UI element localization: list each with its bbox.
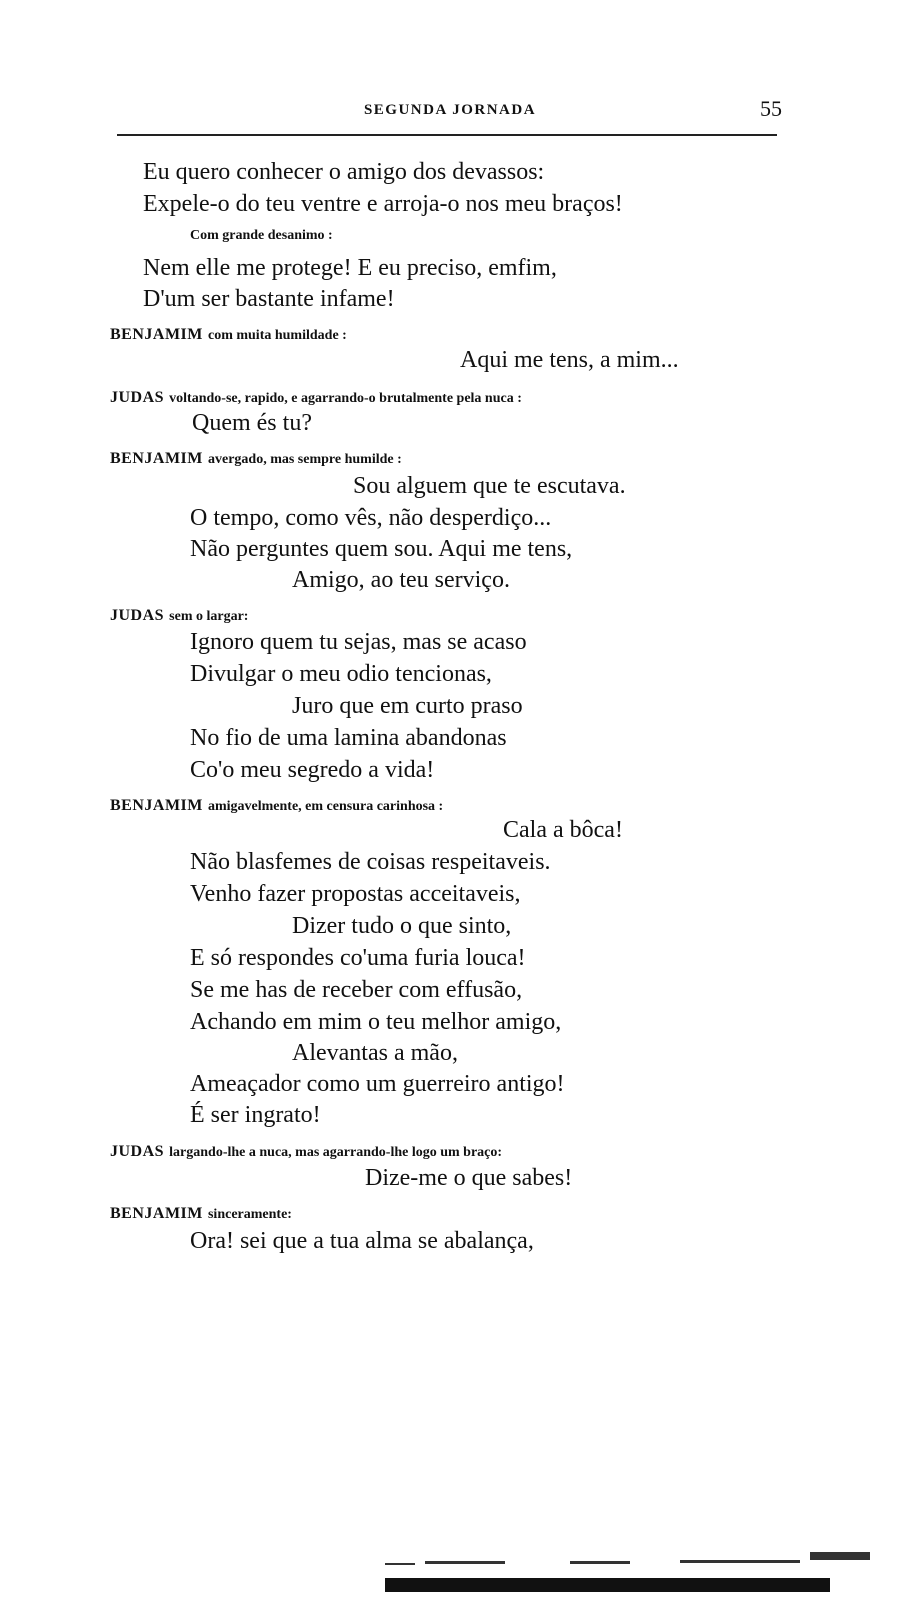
stage-direction: sem o largar:	[169, 609, 249, 624]
verse-line: Juro que em curto praso	[292, 693, 523, 719]
verse-line: No fio de uma lamina abandonas	[190, 725, 507, 751]
verse-line: Dize-me o que sabes!	[365, 1165, 573, 1191]
stage-direction: voltando-se, rapido, e agarrando-o brutalmente pela nuca :	[169, 391, 522, 406]
verse-line: Não blasfemes de coisas respeitaveis.	[190, 849, 551, 875]
speaker-cue	[110, 324, 347, 344]
stage-direction: sinceramente:	[207, 1207, 292, 1222]
speaker-name: BENJAMIM	[110, 797, 203, 814]
speaker-name: BENJAMIM	[110, 1205, 203, 1222]
scan-artifact	[425, 1561, 505, 1564]
stage-direction: com muita humildade :	[207, 328, 347, 343]
verse-line: Ora! sei que a tua alma se abalança,	[190, 1228, 534, 1254]
running-header: SEGUNDA JORNADA	[363, 102, 537, 118]
stage-direction: largando-lhe a nuca, mas agarrando-lhe logo um braço:	[169, 1145, 503, 1160]
stage-direction: avergado, mas sempre humilde :	[207, 452, 402, 467]
verse-line: Não perguntes quem sou. Aqui me tens,	[190, 536, 573, 562]
verse-line: Dizer tudo o que sinto,	[292, 913, 512, 939]
speaker-cue	[110, 1141, 502, 1161]
speaker-name: BENJAMIM	[110, 450, 203, 467]
verse-line: E só respondes co'uma furia louca!	[190, 945, 526, 971]
verse-line: Nem elle me protege! E eu preciso, emfim,	[143, 255, 557, 281]
scan-artifact	[570, 1561, 630, 1564]
verse-line: Venho fazer propostas acceitaveis,	[190, 881, 521, 907]
speaker-cue	[110, 605, 248, 625]
verse-line: Cala a bôca!	[503, 817, 623, 843]
verse-line: Co'o meu segredo a vida!	[190, 757, 435, 783]
speaker-name: JUDAS	[110, 1143, 165, 1160]
header-rule	[117, 134, 777, 136]
verse-line: Se me has de receber com effusão,	[190, 977, 523, 1003]
verse-line: O tempo, como vês, não desperdiço...	[190, 505, 552, 531]
scan-artifact	[385, 1563, 415, 1565]
verse-line: Ameaçador como um guerreiro antigo!	[190, 1071, 565, 1097]
scan-artifact	[810, 1552, 870, 1560]
speaker-cue	[110, 1203, 292, 1223]
verse-line: Eu quero conhecer o amigo dos devassos:	[143, 159, 545, 185]
speaker-cue	[110, 448, 402, 468]
stage-direction: amigavelmente, em censura carinhosa :	[207, 799, 444, 814]
speaker-name: BENJAMIM	[110, 326, 203, 343]
speaker-name: JUDAS	[110, 607, 165, 624]
scan-bar	[385, 1578, 830, 1592]
scan-artifact	[680, 1560, 800, 1563]
verse-line: Quem és tu?	[192, 410, 312, 436]
verse-line: Sou alguem que te escutava.	[353, 473, 626, 499]
verse-line: Ignoro quem tu sejas, mas se acaso	[190, 629, 527, 655]
verse-line: Aqui me tens, a mim...	[460, 347, 679, 373]
verse-line: Achando em mim o teu melhor amigo,	[190, 1009, 562, 1035]
speaker-cue	[110, 795, 443, 815]
page-number: 55	[760, 96, 782, 121]
verse-line: É ser ingrato!	[190, 1102, 321, 1128]
verse-line: Divulgar o meu odio tencionas,	[190, 661, 492, 687]
verse-line: D'um ser bastante infame!	[143, 286, 395, 312]
verse-line: Amigo, ao teu serviço.	[292, 567, 510, 593]
stage-direction: Com grande desanimo :	[190, 228, 333, 243]
speaker-cue	[110, 387, 522, 407]
verse-line: Expele-o do teu ventre e arroja-o nos meu braços!	[143, 191, 623, 217]
verse-line: Alevantas a mão,	[292, 1040, 458, 1066]
speaker-name: JUDAS	[110, 389, 165, 406]
